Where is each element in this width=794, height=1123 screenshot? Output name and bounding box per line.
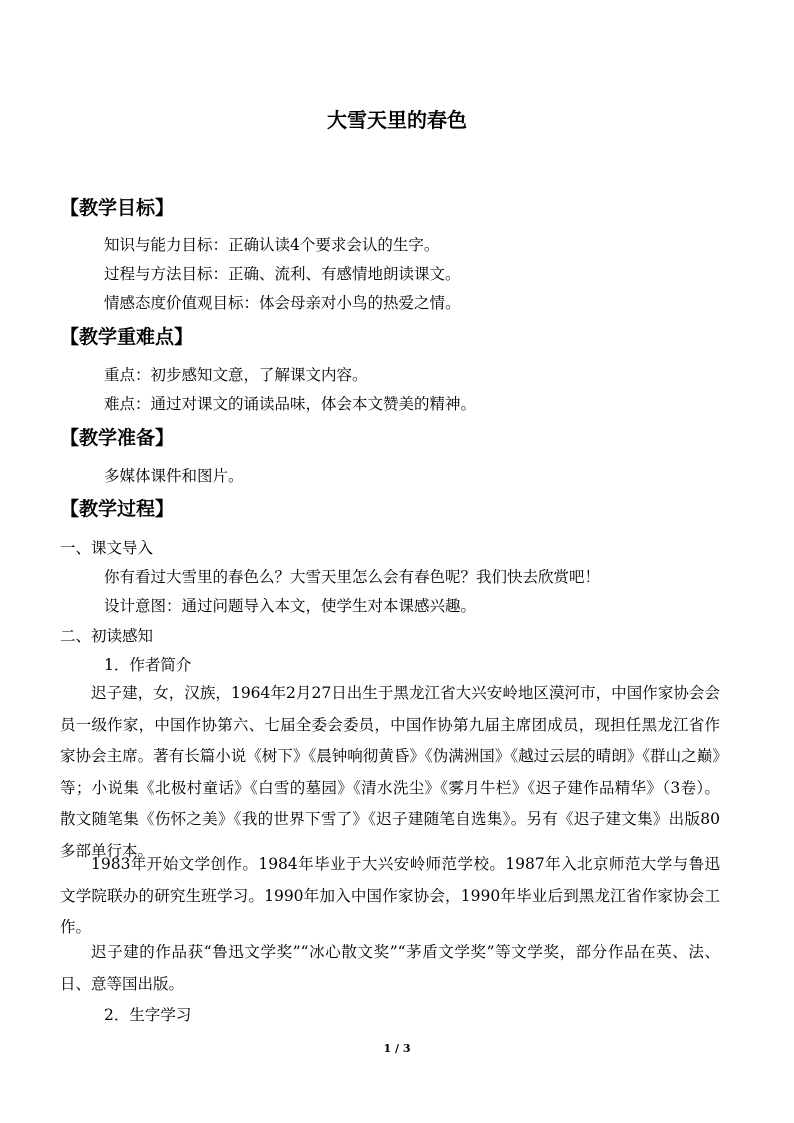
author-intro-heading: 1．作者简介: [104, 656, 192, 674]
process-part1-line: 设计意图：通过问题导入本文，使学生对本课感兴趣。: [104, 597, 477, 615]
character-study-heading: 2．生字学习: [104, 1006, 192, 1024]
preparation-item: 多媒体课件和图片。: [104, 467, 244, 485]
goal-item: 过程与方法目标：正确、流利、有感情地朗读课文。: [104, 265, 461, 283]
process-part1-heading: 一、课文导入: [60, 539, 154, 557]
process-part2-heading: 二、初读感知: [60, 627, 154, 645]
keypoint-item: 难点：通过对课文的诵读品味，体会本文赞美的精神。: [104, 395, 477, 413]
author-paragraph: 迟子建的作品获“鲁迅文学奖”“冰心散文奖”“茅盾文学奖”等文学奖，部分作品在英、法、日、意等国出版。: [60, 943, 720, 993]
process-part1-line: 你有看过大雪里的春色么？大雪天里怎么会有春色呢？我们快去欣赏吧！: [104, 568, 601, 586]
section-heading-process: 【教学过程】: [60, 498, 175, 520]
page-number: 1 / 3: [383, 1042, 411, 1055]
keypoint-item: 重点：初步感知文意，了解课文内容。: [104, 366, 368, 384]
goal-item: 情感态度价值观目标：体会母亲对小鸟的热爱之情。: [104, 294, 461, 312]
section-heading-goals: 【教学目标】: [60, 197, 175, 219]
author-paragraph: 迟子建，女，汉族，1964年2月27日出生于黑龙江省大兴安岭地区漠河市，中国作家协会会员一级作家，中国作协第六、七届全委会委员，中国作协第九届主席团成员，现担任黑龙江省作家协会主席。著有长篇小说《树下》《晨钟响彻黄昏》《伪满洲国》《越过云层的晴朗》《群山之巅》等；小说集《北极村童话》《白雪的墓园》《清水洗尘》《雾月牛栏》《迟子建作品精华》（3卷）。散文随笔集《伤怀之美》《我的世界下雪了》《迟子建随笔自选集》。另有《迟子建文集》出版80多部单行本。: [60, 684, 720, 860]
section-heading-keypoints: 【教学重难点】: [60, 326, 194, 348]
page-title: 大雪天里的春色: [327, 108, 467, 132]
goal-item: 知识与能力目标：正确认读4个要求会认的生字。: [104, 236, 440, 254]
author-paragraph: 1983年开始文学创作。1984年毕业于大兴安岭师范学校。1987年入北京师范大学与鲁迅文学院联办的研究生班学习。1990年加入中国作家协会，1990年毕业后到黑龙江省作家协会工作。: [60, 855, 720, 936]
section-heading-preparation: 【教学准备】: [60, 427, 175, 449]
